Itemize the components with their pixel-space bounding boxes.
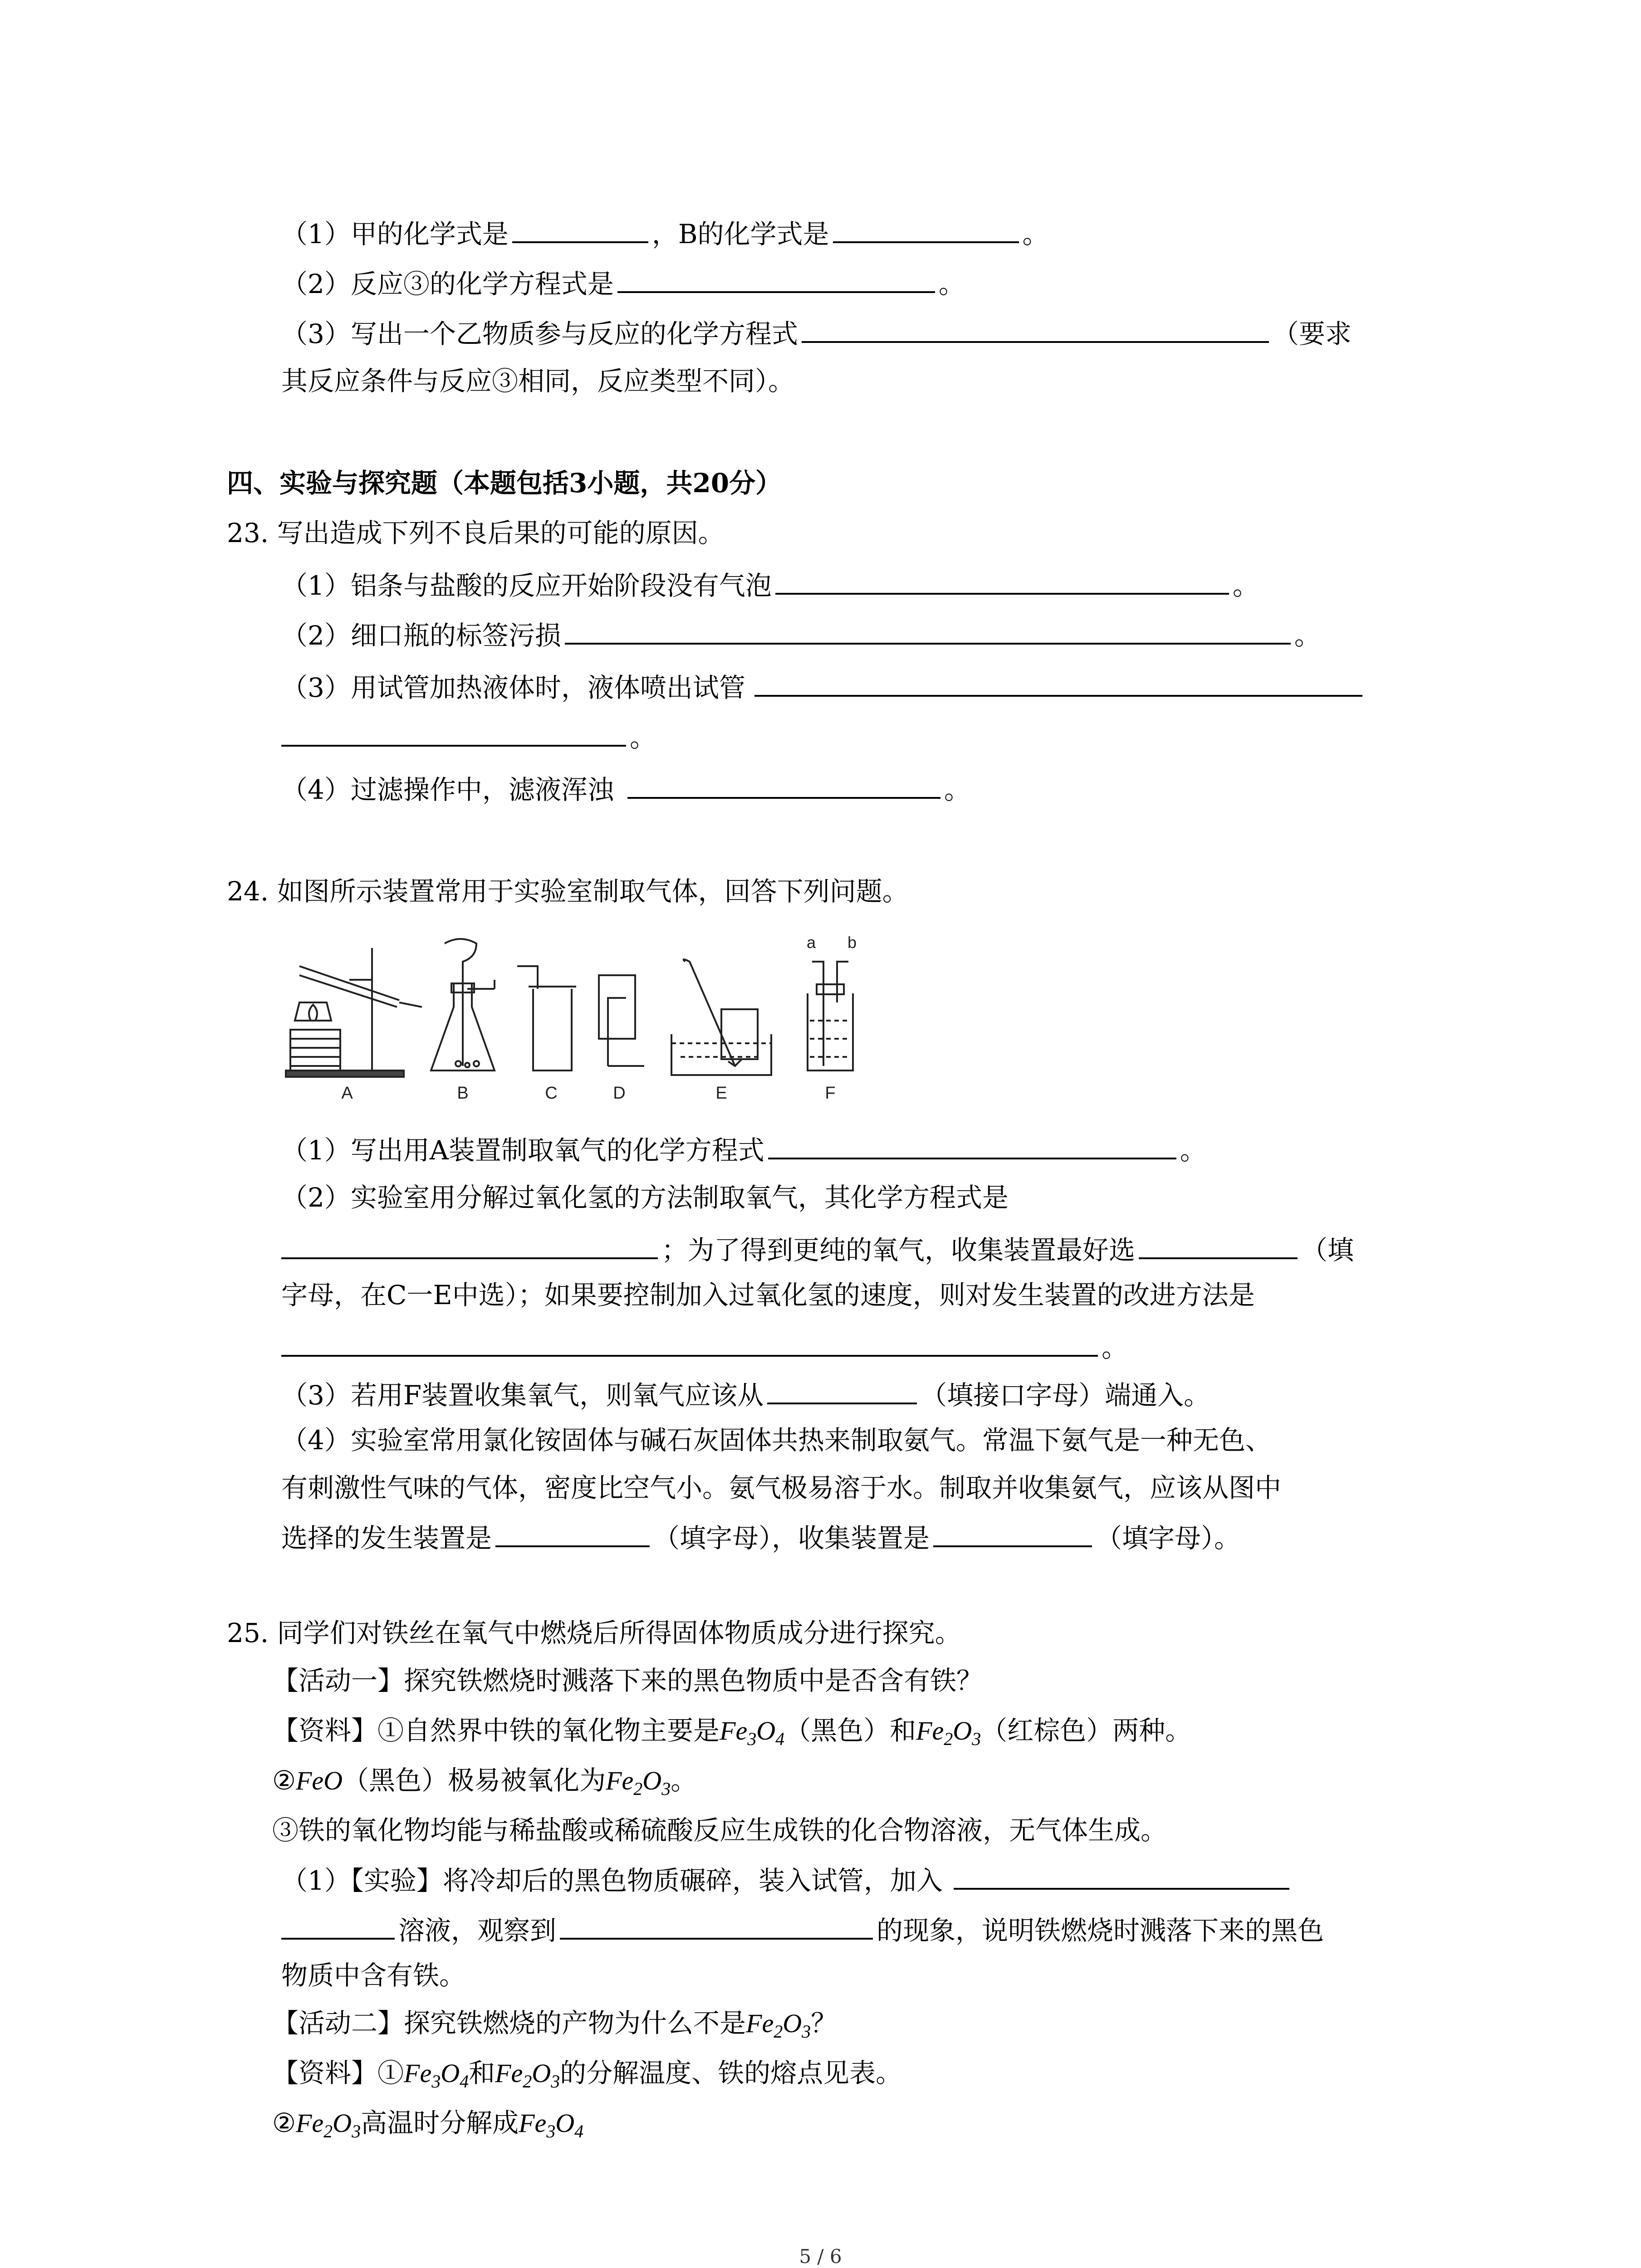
q23-part3: （3）用试管加热液体时，液体喷出试管 (281, 667, 1366, 706)
answer-blank[interactable] (1139, 1229, 1298, 1259)
apparatus-a-icon (286, 948, 422, 1077)
section-title: 四、实验与探究题（本题包括3小题，共20分） (227, 468, 782, 499)
q25-experiment-cont2: 物质中含有铁。 (281, 1960, 466, 1991)
q24-part4-cont2: 选择的发生装置是 （填字母），收集装置是 （填字母）。 (281, 1517, 1240, 1556)
answer-blank[interactable] (560, 1910, 873, 1940)
q23-part1: （1）铝条与盐酸的反应开始阶段没有气泡 。 (281, 565, 1259, 604)
label-b: B (457, 1084, 469, 1102)
port-a-label: a (807, 933, 816, 952)
answer-blank[interactable] (833, 213, 1019, 243)
apparatus-f-icon (808, 962, 853, 1070)
q25-stem: 25. 同学们对铁丝在氧气中燃烧后所得固体物质成分进行探究。 (227, 1618, 961, 1648)
q24-stem: 24. 如图所示装置常用于实验室制取气体，回答下列问题。 (227, 876, 909, 907)
apparatus-c-icon (517, 966, 576, 1070)
q24-part2-cont3: 。 (281, 1327, 1128, 1366)
label-a: A (341, 1084, 353, 1102)
q24-part2-cont2: 字母，在C一E中选）；如果要控制加入过氧化氢的速度，则对发生装置的改进方法是 (281, 1280, 1255, 1310)
answer-blank[interactable] (775, 565, 1229, 595)
q25-info5: $②Fe_2O_3$高温时分解成$Fe_3O_4$ (272, 2107, 584, 2141)
q22-part3: （3）写出一个乙物质参与反应的化学方程式 （要求 (281, 313, 1352, 352)
q25-experiment: （1）【实验】将冷却后的黑色物质碾碎，装入试管，加入 (281, 1860, 1293, 1899)
q24-part2: （2）实验室用分解过氧化氢的方法制取氧气，其化学方程式是 (281, 1182, 1009, 1213)
label-f: F (825, 1084, 836, 1102)
label-e: E (715, 1084, 727, 1102)
q25-info3: ③铁的氧化物均能与稀盐酸或稀硫酸反应生成铁的化合物溶液，无气体生成。 (272, 1815, 1167, 1846)
answer-blank[interactable] (768, 1129, 1176, 1159)
port-b-label: b (847, 933, 857, 952)
q23-stem: 23. 写出造成下列不良后果的可能的原因。 (227, 518, 725, 548)
q23-part2: （2）细口瓶的标签污损 。 (281, 615, 1321, 654)
q23-part4: （4）过滤操作中，滤液浑浊 。 (281, 769, 970, 808)
q25-info1: 【资料】①自然界中铁的氧化物主要是$Fe_3O_4$（黑色）和$Fe_2O_3$（红棕色）两种。 (272, 1715, 1192, 1749)
answer-blank[interactable] (495, 1517, 650, 1547)
q25-info2: ②FeO（黑色）极易被氧化为$Fe_2O_3$。 (272, 1765, 697, 1799)
q24-part3: （3）若用F装置收集氧气，则氧气应该从 （填接口字母）端通入。 (281, 1374, 1210, 1413)
answer-blank[interactable] (281, 1229, 658, 1259)
q25-experiment-cont: 溶液，观察到 的现象，说明铁燃烧时溅落下来的黑色 (281, 1910, 1324, 1949)
apparatus-b-icon (431, 939, 495, 1070)
answer-blank[interactable] (281, 717, 626, 747)
answer-blank[interactable] (954, 1860, 1289, 1890)
answer-blank[interactable] (627, 769, 941, 799)
page-number: 5 / 6 (799, 2245, 842, 2268)
answer-blank[interactable] (617, 263, 935, 293)
q25-activity1: 【活动一】探究铁燃烧时溅落下来的黑色物质中是否含有铁？ (272, 1665, 983, 1696)
q24-part2-cont: ；为了得到更纯的氧气，收集装置最好选 （填 (281, 1229, 1354, 1268)
answer-blank[interactable] (933, 1517, 1092, 1547)
q24-part4-cont: 有刺激性气味的气体，密度比空气小。氨气极易溶于水。制取并收集氨气，应该从图中 (281, 1472, 1282, 1503)
q25-info4: 【资料】$①Fe_3O_4$和$Fe_2O_3$的分解温度、铁的熔点见表。 (272, 2058, 902, 2092)
answer-blank[interactable] (565, 615, 1291, 645)
answer-blank[interactable] (512, 213, 648, 243)
apparatus-d-icon (599, 975, 644, 1066)
apparatus-e-icon (671, 959, 771, 1075)
label-c: C (545, 1084, 558, 1102)
q24-part4: （4）实验室常用氯化铵固体与碱石灰固体共热来制取氨气。常温下氨气是一种无色、 (281, 1425, 1272, 1456)
lab-apparatus-figure (281, 930, 962, 1102)
answer-blank[interactable] (754, 667, 1362, 697)
q22-part3-cont: 其反应条件与反应③相同，反应类型不同）。 (281, 366, 795, 396)
q23-part3-cont: 。 (281, 717, 656, 756)
q22-part1: （1）甲的化学式是 ，B的化学式是 。 (281, 213, 1049, 252)
q22-part2: （2）反应③的化学方程式是 。 (281, 263, 965, 302)
answer-blank[interactable] (281, 1327, 1098, 1357)
q24-part1: （1）写出用A装置制取氧气的化学方程式 。 (281, 1129, 1206, 1168)
label-d: D (613, 1084, 626, 1102)
answer-blank[interactable] (802, 313, 1269, 343)
answer-blank[interactable] (281, 1910, 395, 1940)
q25-activity2: 【活动二】探究铁燃烧的产物为什么不是$Fe_2O_3$？ (272, 2008, 838, 2042)
answer-blank[interactable] (767, 1374, 917, 1404)
